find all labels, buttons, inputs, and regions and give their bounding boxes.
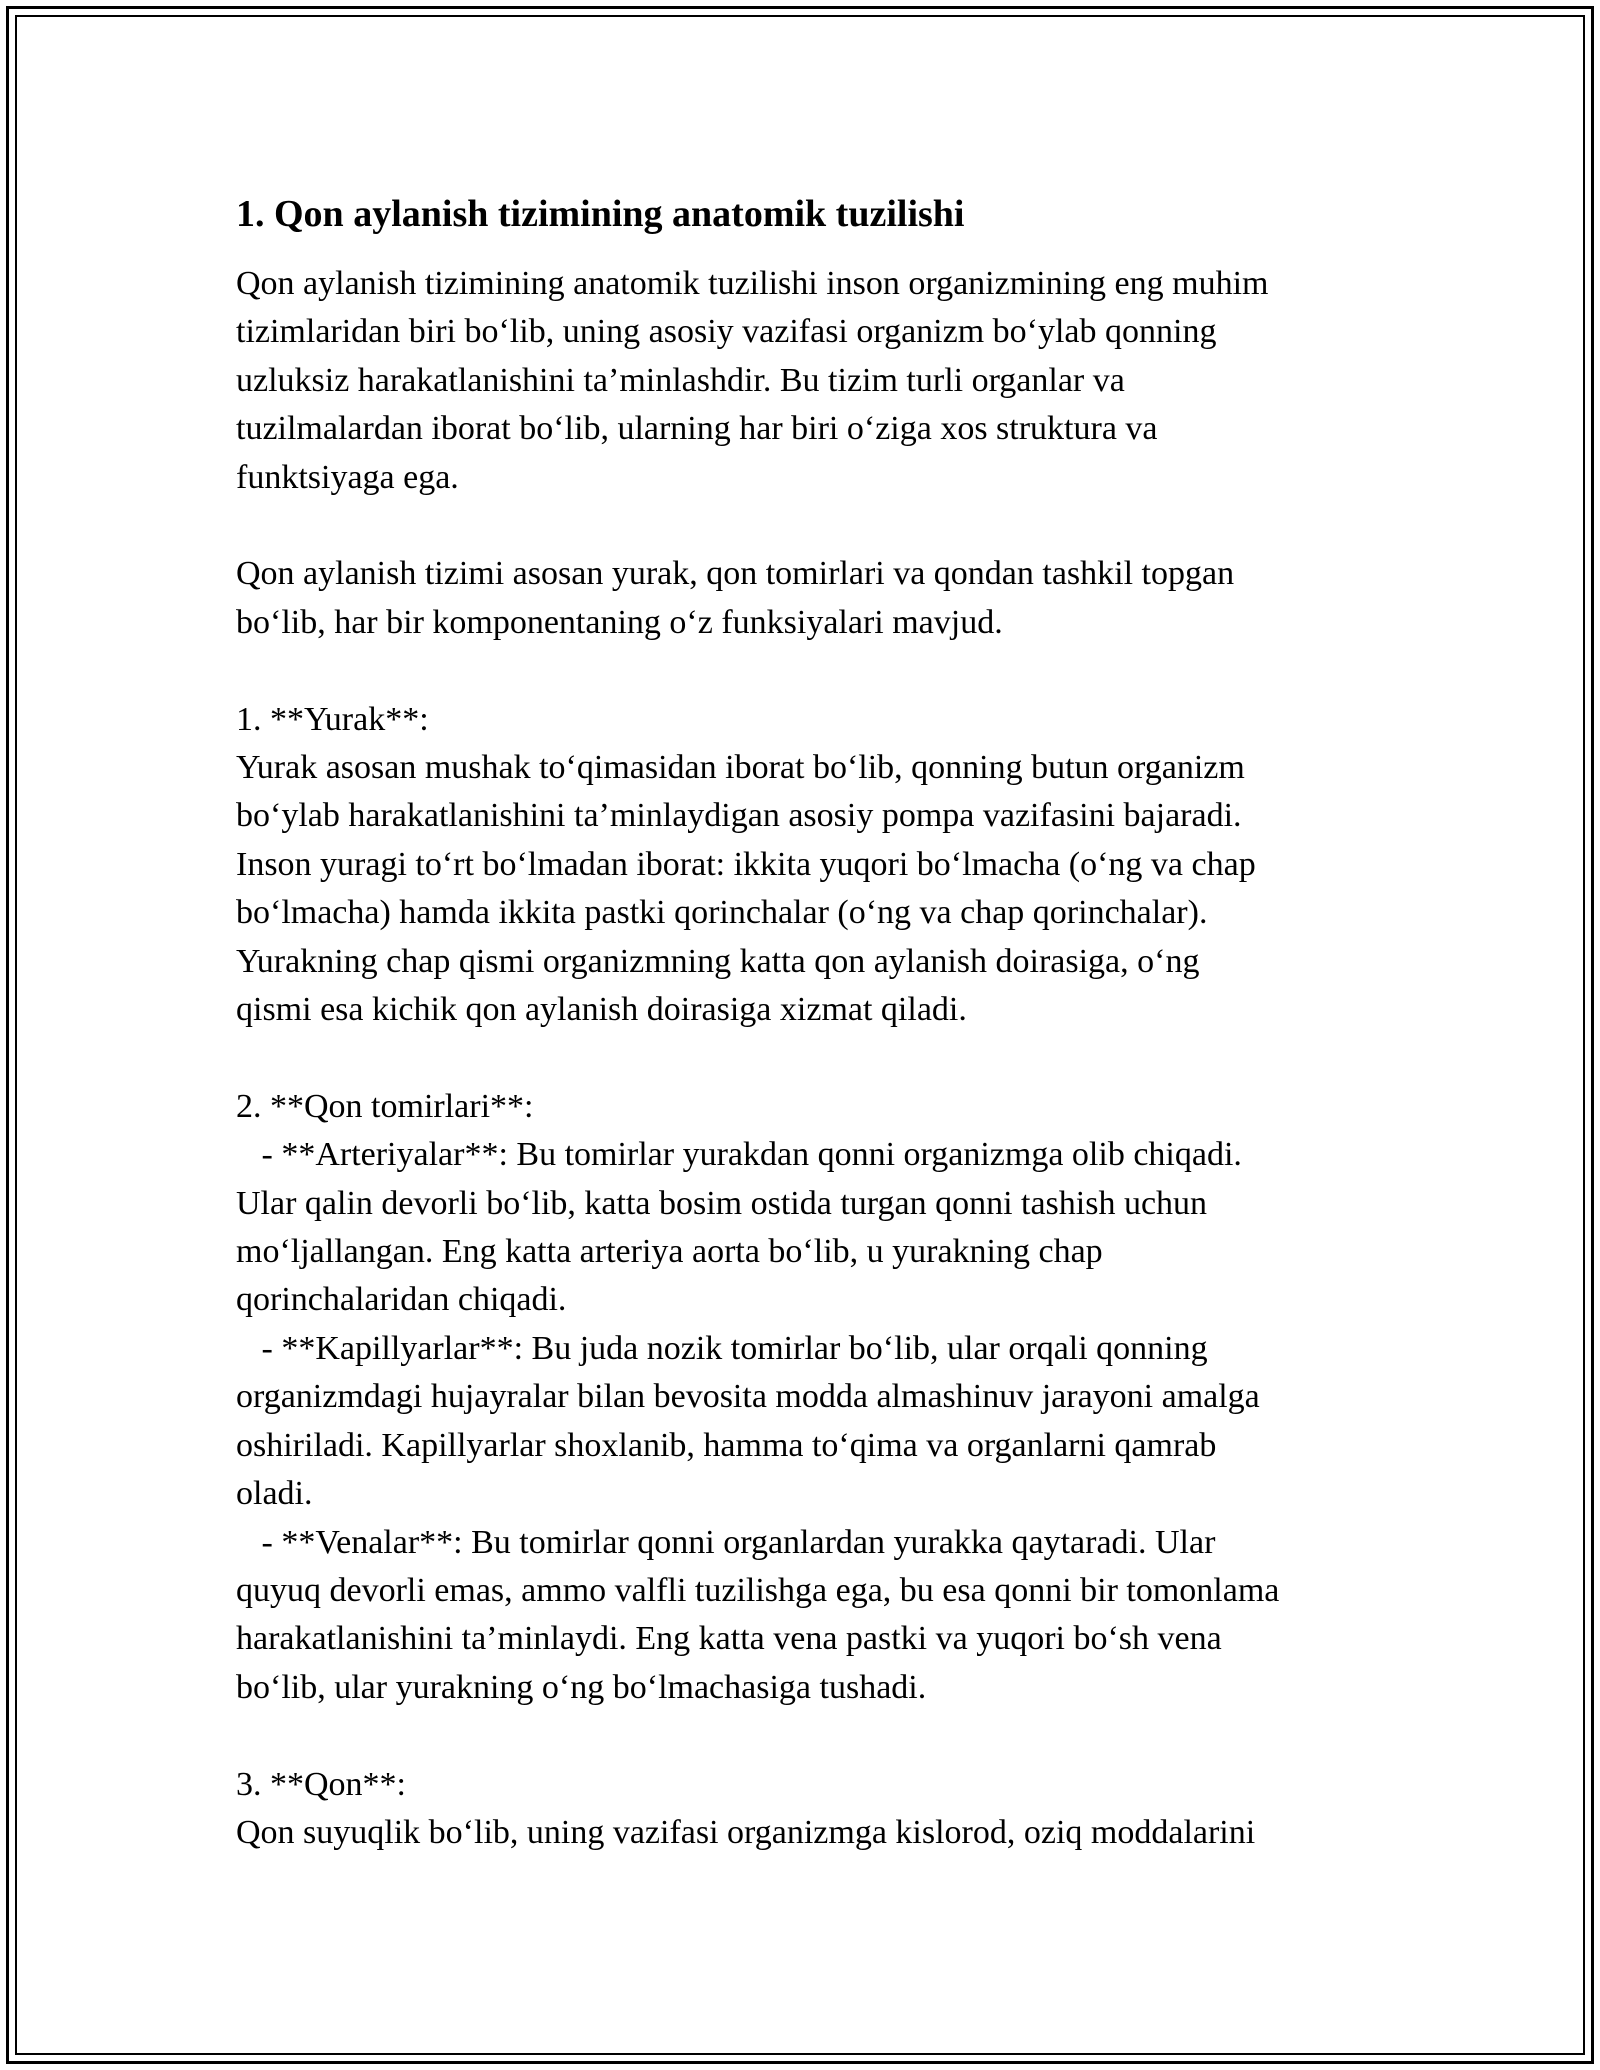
text-line: Qon aylanish tizimining anatomik tuzilishi inson organizmining eng muhim [236, 265, 1269, 302]
text-line: bo‘lmacha) hamda ikkita pastki qorinchalar (o‘ng va chap qorinchalar). [236, 894, 1208, 932]
section-heading: 1. Qon aylanish tizimining anatomik tuzilishi [236, 193, 965, 235]
list-heading-qon: 3. **Qon**: [236, 1765, 406, 1803]
text-line: organizmdagi hujayralar bilan bevosita modda almashinuv jarayoni amalga [236, 1378, 1260, 1416]
list-heading-yurak: 1. **Yurak**: [236, 700, 429, 738]
blank-line [236, 647, 1386, 695]
text-line: Yurakning chap qismi organizmning katta qon aylanish doirasiga, o‘ng [236, 942, 1200, 980]
text-line: bo‘lib, har bir komponentaning o‘z funksiyalari mavjud. [236, 603, 1003, 641]
text-line: funktsiyaga ega. [236, 458, 459, 496]
text-line: harakatlanishini ta’minlaydi. Eng katta vena pastki va yuqori bo‘sh vena [236, 1620, 1222, 1658]
text-line: tuzilmalardan iborat bo‘lib, ularning har biri o‘ziga xos struktura va [236, 410, 1158, 448]
text-line: Ular qalin devorli bo‘lib, katta bosim ostida turgan qonni tashish uchun [236, 1184, 1208, 1222]
blank-line [236, 1034, 1386, 1082]
sub-item-venalar: - **Venalar**: Bu tomirlar qonni organlardan yurakka qaytaradi. Ular [236, 1523, 1216, 1561]
text-line: oladi. [236, 1475, 313, 1513]
text-line: bo‘lib, ular yurakning o‘ng bo‘lmachasiga tushadi. [236, 1668, 927, 1706]
text-line: bo‘ylab harakatlanishini ta’minlaydigan asosiy pompa vazifasini bajaradi. [236, 797, 1242, 835]
text-line: Qon aylanish tizimi asosan yurak, qon tomirlari va qondan tashkil topgan [236, 555, 1235, 593]
text-line: Yurak asosan mushak to‘qimasidan iborat bo‘lib, qonning butun organizm [236, 749, 1245, 787]
text-line: Qon suyuqlik bo‘lib, uning vazifasi organizmga kislorod, oziq moddalarini [236, 1813, 1256, 1851]
sub-item-kapillyarlar: - **Kapillyarlar**: Bu juda nozik tomirlar bo‘lib, ular orqali qonning [236, 1329, 1208, 1367]
text-line: qismi esa kichik qon aylanish doirasiga xizmat qiladi. [236, 991, 967, 1029]
sub-item-arteriyalar: - **Arteriyalar**: Bu tomirlar yurakdan qonni organizmga olib chiqadi. [236, 1136, 1242, 1174]
blank-line [236, 1712, 1386, 1760]
blank-line [236, 502, 1386, 550]
text-line: mo‘ljallangan. Eng katta arteriya aorta bo‘lib, u yurakning chap [236, 1233, 1103, 1271]
text-line: tizimlaridan biri bo‘lib, uning asosiy vazifasi organizm bo‘ylab qonning [236, 313, 1217, 351]
list-heading-qon-tomirlari: 2. **Qon tomirlari**: [236, 1087, 534, 1125]
text-line: oshiriladi. Kapillyarlar shoxlanib, hamma to‘qima va organlarni qamrab [236, 1426, 1217, 1464]
document-body [236, 186, 1386, 1857]
text-line: Inson yuragi to‘rt bo‘lmadan iborat: ikkita yuqori bo‘lmacha (o‘ng va chap [236, 845, 1256, 883]
text-line: uzluksiz harakatlanishini ta’minlashdir. Bu tizim turli organlar va [236, 361, 1125, 399]
paragraph-lines [236, 260, 1386, 1857]
text-line: qorinchalaridan chiqadi. [236, 1281, 567, 1319]
text-line: quyuq devorli emas, ammo valfli tuzilishga ega, bu esa qonni bir tomonlama [236, 1571, 1280, 1609]
